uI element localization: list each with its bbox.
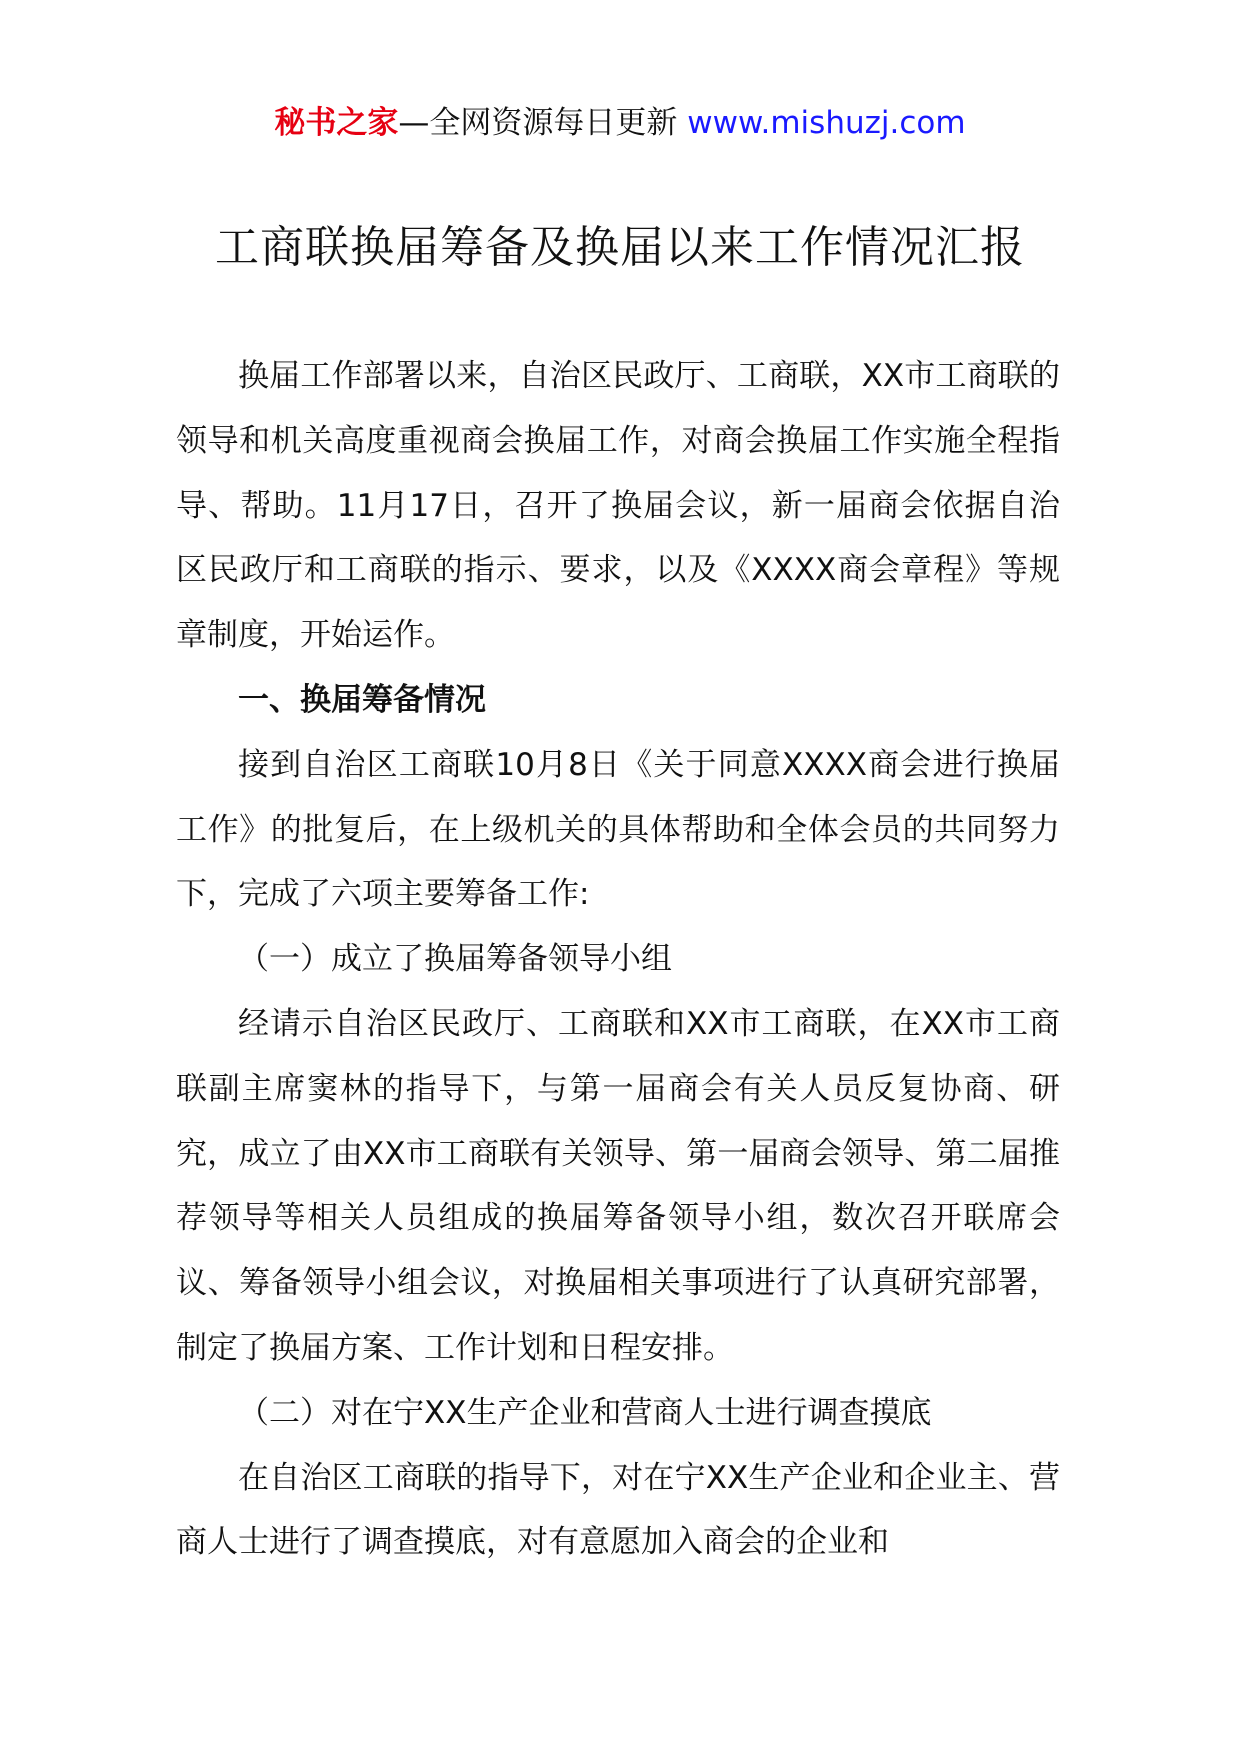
section-heading-1: 一、换届筹备情况 <box>238 681 486 718</box>
brand-name: 秘书之家 <box>274 105 399 141</box>
paragraph-intro: 换届工作部署以来，自治区民政厅、工商联，XX市工商联的领导和机关高度重视商会换届工作，对商会换届工作实施全程指导、帮助。11月17日，召开了换届会议，新一届商会依据自治区民政厅和工商联的指示、要求，以及《XXXX商会章程》等规章制度，开始运作。 <box>176 358 1060 654</box>
slogan-text: —全网资源每日更新 <box>398 105 678 141</box>
subheading-2: （二）对在宁XX生产企业和营商人士进行调查摸底 <box>238 1394 932 1431</box>
document-title: 工商联换届筹备及换届以来工作情况汇报 <box>215 222 1025 273</box>
site-url-link[interactable]: www.mishuzj.com <box>687 105 966 141</box>
paragraph-subsection-1: 经请示自治区民政厅、工商联和XX市工商联，在XX市工商联副主席窦林的指导下，与第一届商会有关人员反复协商、研究，成立了由XX市工商联有关领导、第一届商会领导、第二届推荐领导等相关人员组成的换届筹备领导小组，数次召开联席会议、筹备领导小组会议，对换届相关事项进行了认真研究部署，制定了换届方案、工作计划和日程安排。 <box>176 1005 1060 1366</box>
subheading-1: （一）成立了换届筹备领导小组 <box>238 941 672 978</box>
paragraph-section-1: 接到自治区工商联10月8日《关于同意XXXX商会进行换届工作》的批复后，在上级机关的具体帮助和全体会员的共同努力下，完成了六项主要筹备工作: <box>176 746 1060 913</box>
paragraph-subsection-2: 在自治区工商联的指导下，对在宁XX生产企业和企业主、营商人士进行了调查摸底，对有意愿加入商会的企业和 <box>176 1459 1060 1561</box>
site-header <box>0 100 1240 146</box>
document-body <box>176 344 1060 1575</box>
